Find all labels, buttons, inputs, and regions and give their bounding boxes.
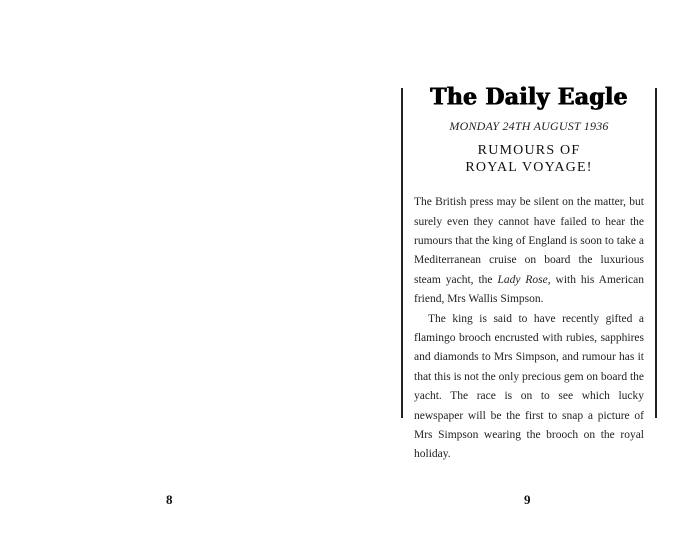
right-column-rule [655, 88, 657, 418]
article-headline [404, 142, 654, 176]
left-column-rule [401, 88, 403, 418]
newspaper-masthead: The Daily Eagle [430, 82, 628, 111]
paragraph-1-text-start: The British press may be silent on the matter, but surely even they cannot have failed to hear the rumours that the king of England is soon to take a Mediterranean cruise on board the luxurious steam yacht, the [414, 196, 644, 286]
paragraph-1-text-end: , with his American friend, Mrs Wallis Simpson. [414, 273, 644, 306]
article-dateline: MONDAY 24TH AUGUST 1936 [449, 119, 609, 134]
yacht-name: Lady Rose [497, 273, 548, 286]
article-paragraph-2: The king is said to have recently gifted a flamingo brooch encrusted with rubies, sapphires and diamonds to Mrs Simpson, and rumour has it that this is not the only precious gem on board the yacht. The race is on to see which lucky newspaper will be the first to snap a picture of Mrs Simpson wearing the brooch on the royal holiday. [414, 312, 644, 461]
headline-line-1: RUMOURS OF [477, 143, 581, 159]
newspaper-article [404, 82, 654, 465]
article-paragraph-1 [414, 193, 644, 309]
headline-line-2: ROYAL VOYAGE! [465, 160, 593, 176]
right-page-number: 9 [524, 492, 531, 507]
article-body [404, 193, 654, 465]
left-page-number: 8 [166, 492, 173, 507]
